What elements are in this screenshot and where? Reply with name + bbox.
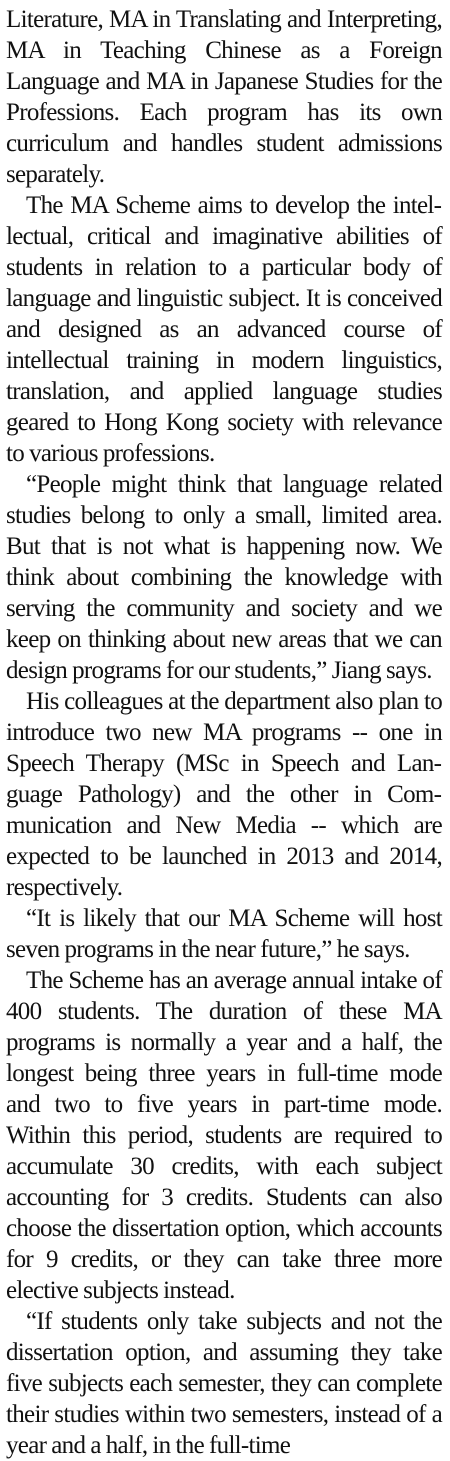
paragraph: “It is likely that our MA Scheme will host seven programs in the near future,” he says. [6, 905, 442, 963]
paragraph: The MA Scheme aims to develop the intellectual, critical and imaginative abilities of students in relation to a particular body of language and linguistic subject. It is conceived and designed as an advanced course of intellectual training in modern linguistics, translation, and applied language studies geared to Hong Kong society with relevance to various professions. [6, 192, 442, 467]
paragraph: The Scheme has an average annual intake of 400 students. The duration of these MA programs is normally a year and a half, the longest being three years in full-time mode and two to five years in part-time mode. Within this period, students are required to accumulate 30 credits, with each subject accounting for 3 credits. Students can also choose the dissertation option, which accounts for 9 credits, or they can take three more elective subjects instead. [6, 967, 442, 1304]
paragraph-continued: Literature, MA in Translating and Interpreting, MA in Teaching Chinese as a Foreign Language and MA in Japanese Studies for the Professions. Each program has its own curriculum and handles student admissions separately. [6, 6, 442, 188]
paragraph: “If students only take subjects and not the dissertation option, and assuming they take five subjects each semester, they can complete their studies within two semesters, instead of a year and a half, in the full-time [6, 1308, 442, 1459]
paragraph: His colleagues at the department also plan to introduce two new MA programs -- one in Speech Therapy (MSc in Speech and Language Pathology) and the other in Communication and New Media -- which are expected to be launched in 2013 and 2014, respectively. [6, 688, 442, 901]
paragraph: “People might think that language related studies belong to only a small, limited area. But that is not what is happening now. We think about combining the knowledge with serving the community and society and we keep on thinking about new areas that we can design programs for our students,” Jiang says. [6, 471, 442, 684]
